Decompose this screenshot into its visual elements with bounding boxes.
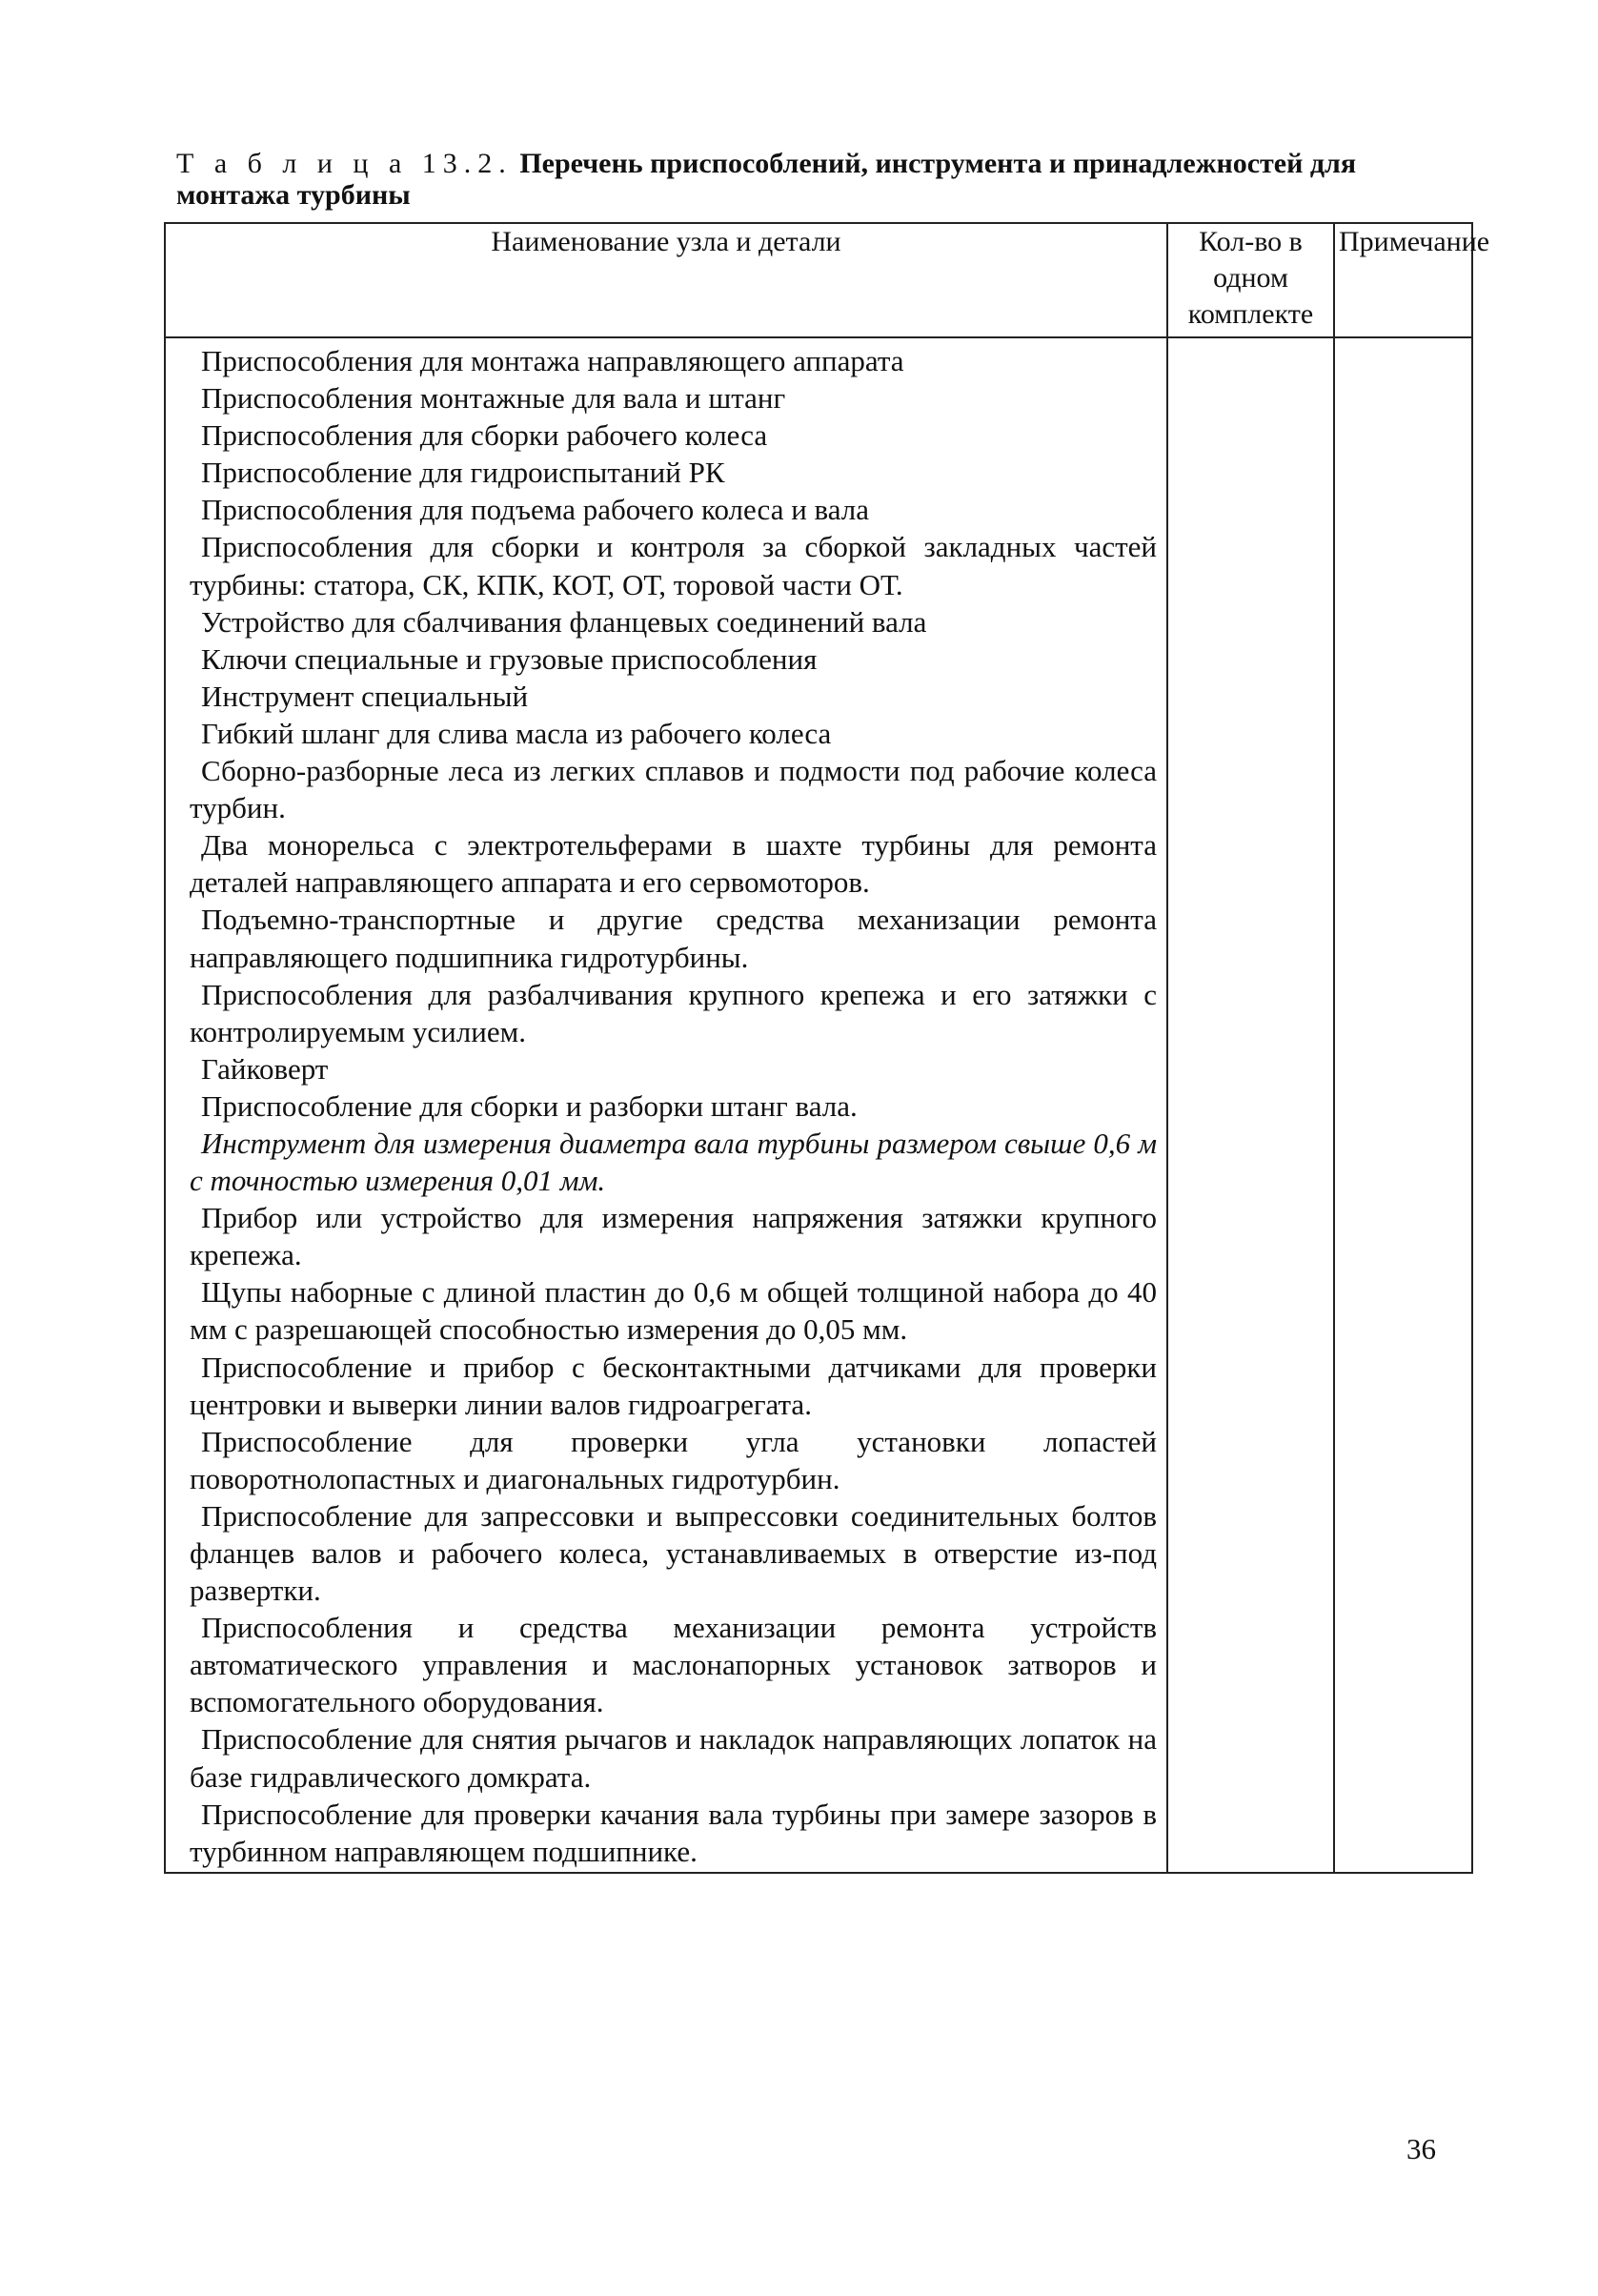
header-name: Наименование узла и детали — [165, 223, 1167, 337]
list-item: Приспособления для подъема рабочего колеса и вала — [201, 493, 870, 527]
list-item: Устройство для сбалчивания фланцевых соединений вала — [201, 604, 927, 639]
quantity-cell — [1167, 337, 1334, 1873]
list-item: Гибкий шланг для слива масла из рабочего колеса — [201, 716, 832, 750]
table-body-row — [165, 337, 1472, 1873]
list-item: Приспособление для проверки качания вала турбины при замере зазоров в турбинном направляющем подшипнике. — [190, 1797, 1157, 1868]
list-item: Приспособления для монтажа направляющего аппарата — [201, 344, 904, 377]
list-item: Сборно-разборные леса из легких сплавов и подмости под рабочие колеса турбин. — [190, 754, 1157, 825]
list-item: Приспособление для гидроиспытаний РК — [201, 456, 725, 490]
list-item: Два монорельса с электротельферами в шахте турбины для ремонта деталей направляющего аппарата и его сервомоторов. — [190, 828, 1157, 900]
table-header-row — [165, 223, 1472, 337]
list-item: Гайковерт — [201, 1051, 329, 1086]
page-number: 36 — [1406, 2132, 1436, 2165]
list-item: Приспособление для снятия рычагов и накладок направляющих лопаток на базе гидравлического домкрата. — [190, 1722, 1157, 1794]
table-title: Перечень приспособлений, инструмента и принадлежностей для монтажа турбины — [176, 148, 1357, 211]
header-note: Примечание — [1334, 223, 1472, 337]
list-item: Приспособления монтажные для вала и штанг — [201, 381, 786, 416]
list-item: Приспособления для сборки рабочего колеса — [201, 418, 768, 453]
list-item: Приспособления и средства механизации ремонта устройств автоматического управления и маслонапорных установок затворов и вспомогательного оборудования. — [190, 1611, 1157, 1719]
list-item: Приспособления для разбалчивания крупного крепежа и его затяжки с контролируемым усилием. — [190, 977, 1157, 1048]
list-item: Приспособление для проверки угла установки лопастей поворотнолопастных и диагональных гидротурбин. — [190, 1424, 1157, 1495]
note-cell — [1334, 337, 1472, 1873]
list-item: Подъемно-транспортные и другие средства механизации ремонта направляющего подшипника гидротурбины. — [190, 903, 1157, 974]
list-item: Приспособление для сборки и разборки штанг вала. — [201, 1088, 858, 1123]
table-number-label: Т а б л и ц а 13.2. — [176, 148, 513, 179]
items-cell — [165, 337, 1167, 1873]
list-item: Инструмент специальный — [201, 679, 529, 713]
list-item: Ключи специальные и грузовые приспособления — [201, 641, 818, 676]
list-item: Прибор или устройство для измерения напряжения затяжки крупного крепежа. — [190, 1201, 1157, 1272]
list-item: Приспособление для запрессовки и выпрессовки соединительных болтов фланцев валов и рабочего колеса, устанавливаемых в отверстие из-под развертки. — [190, 1498, 1157, 1608]
list-item: Приспособление и прибор с бесконтактными датчиками для проверки центровки и выверки линии валов гидроагрегата. — [190, 1350, 1157, 1421]
list-item: Щупы наборные с длиной пластин до 0,6 м общей толщиной набора до 40 мм с разрешающей способностью измерения до 0,05 мм. — [190, 1275, 1157, 1347]
table-caption — [176, 148, 1415, 211]
list-item: Инструмент для измерения диаметра вала турбины размером свыше 0,6 м с точностью измерения 0,01 мм. — [190, 1126, 1157, 1198]
list-item: Приспособления для сборки и контроля за сборкой закладных частей турбины: статора, СК, КПК, КОТ, ОТ, торовой части ОТ. — [190, 530, 1157, 601]
header-quantity: Кол-во в одном комплекте — [1167, 223, 1334, 337]
tools-table — [164, 222, 1490, 1874]
